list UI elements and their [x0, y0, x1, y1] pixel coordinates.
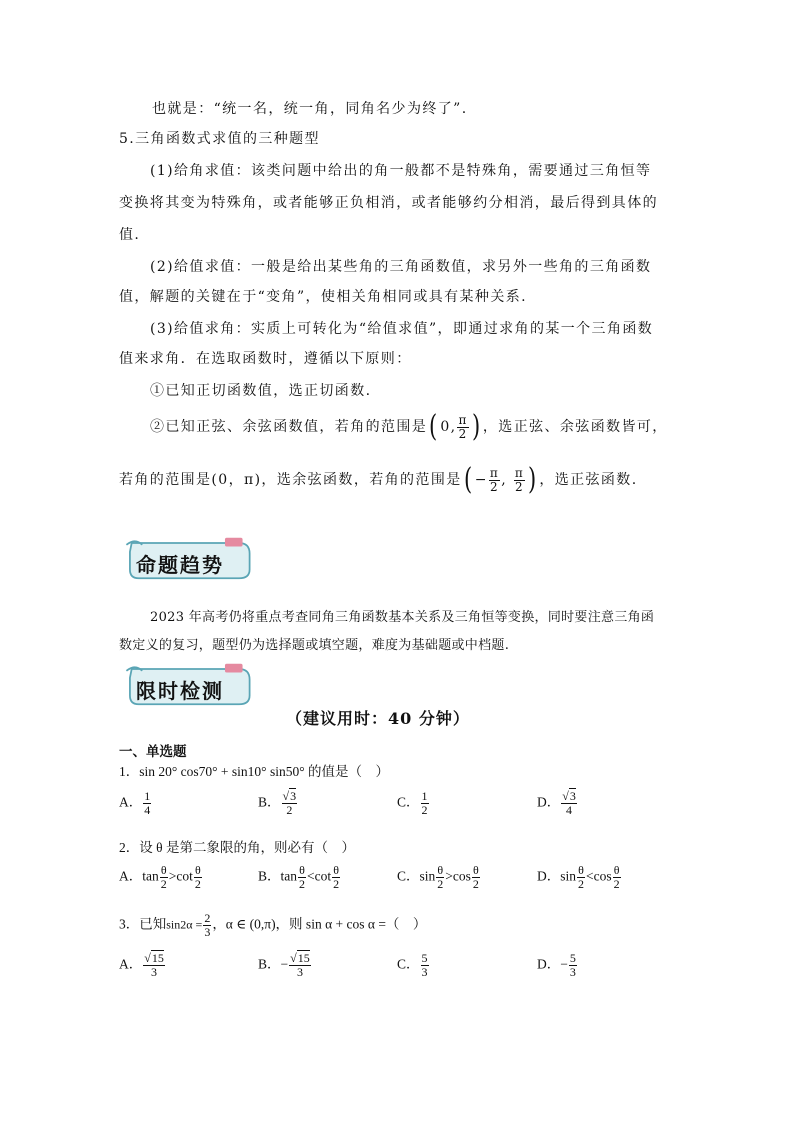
comma: , — [501, 472, 508, 488]
q2-option-a[interactable]: A．tan $\frac{\theta}{2}$ >cot $\frac{\theta}{2}$ — [119, 863, 201, 891]
para2-line-a: (2)给值求值：一般是给出某些角的三角函数值，求另外一些角的三角函数 — [150, 259, 652, 275]
para1-line-b: 变换将其变为特殊角，或者能够正负相消，或者能够约分相消，最后得到具体的 — [119, 195, 658, 211]
rule-1: ①已知正切函数值，选正切函数. — [150, 383, 372, 399]
q1-option-d[interactable]: D． $\frac{√3}{4}$ — [537, 789, 576, 817]
q1-stem: 1．sin 20° cos70° + sin10° sin50° 的值是（ ） — [119, 764, 389, 779]
rule-3-text-b: ，选正弦函数. — [539, 472, 638, 488]
q3-option-a[interactable]: A． $\frac{√15}{3}$ — [119, 951, 164, 979]
trend-line-1: 2023 年高考仍将重点考查同角三角函数基本关系及三角恒等变换，同时要注意三角函 — [150, 610, 655, 625]
para1-line-c: 值. — [119, 227, 141, 243]
banner-trend-title: 命题趋势 — [136, 553, 224, 577]
paren-close: ) — [471, 409, 481, 444]
q3-option-d[interactable]: D．− $\frac{5}{3}$ — [537, 951, 576, 979]
q2-option-c[interactable]: C．sin $\frac{\theta}{2}$ >cos $\frac{\theta}{2}$ — [397, 863, 479, 891]
rule-2-text-a: ②已知正弦、余弦函数值，若角的范围是 — [150, 419, 428, 435]
section-single-choice: 一、单选题 — [119, 744, 187, 759]
para2-line-b: 值，解题的关键在于“变角”，使相关角相同或具有某种关系. — [119, 289, 527, 305]
para1-line-a: (1)给角求值：该类问题中给出的角一般都不是特殊角，需要通过三角恒等 — [150, 163, 652, 179]
clip-icon-2 — [225, 664, 243, 673]
rule-3 — [119, 462, 638, 497]
banner-timed-test-title: 限时检测 — [136, 679, 224, 703]
q3-stem: 3．已知sin2α = $\frac{2}{3}$ ，α ∈ (0,π)，则 sin α + cos α =（ ） — [119, 911, 427, 939]
rule-2-text-b: ，选正弦、余弦函数皆可， — [482, 419, 668, 435]
interval-zero: 0, — [440, 419, 457, 435]
q2-option-b[interactable]: B．tan $\frac{\theta}{2}$ <cot $\frac{\theta}{2}$ — [258, 863, 340, 891]
q1-option-b[interactable]: B． $\frac{√3}{2}$ — [258, 789, 297, 817]
q2-stem: 2．设 θ 是第二象限的角，则必有（ ） — [119, 840, 355, 855]
q3-option-b[interactable]: B．− $\frac{√15}{3}$ — [258, 951, 310, 979]
minus-sign: − — [474, 472, 488, 488]
trend-line-2: 数定义的复习，题型仍为选择题或填空题，难度为基础题或中档题. — [119, 638, 510, 653]
q1-option-c[interactable]: C． $\frac{1}{2}$ — [397, 789, 428, 817]
para3-line-b: 值来求角．在选取函数时，遵循以下原则： — [119, 351, 412, 367]
rule-3-text-a: 若角的范围是(0，π)，选余弦函数，若角的范围是 — [119, 472, 462, 488]
pi-over-2-fraction: $\frac{\pi}{2}$ — [458, 412, 468, 441]
paren-close-2: ) — [528, 462, 538, 497]
banner-timed-test — [118, 662, 258, 710]
paren-open: ( — [429, 409, 439, 444]
q2-option-d[interactable]: D．sin $\frac{\theta}{2}$ <cos $\frac{\theta}{2}$ — [537, 863, 620, 891]
clip-icon — [225, 538, 243, 547]
q1-option-a[interactable]: A． $\frac{1}{4}$ — [119, 789, 151, 817]
paren-open-2: ( — [463, 462, 473, 497]
rule-2 — [150, 409, 668, 444]
pi-over-2-fraction-b: $\frac{\pi}{2}$ — [514, 465, 525, 494]
neg-pi-over-2-fraction: $\frac{\pi}{2}$ — [489, 465, 500, 494]
intro-line-1: 也就是：“统一名，统一角，同角名少为终了”. — [152, 101, 468, 117]
time-hint: （建议用时：40 分钟） — [286, 709, 470, 728]
heading-5: 5.三角函数式求值的三种题型 — [119, 131, 320, 147]
banner-trend — [118, 536, 258, 584]
para3-line-a: (3)给值求角：实质上可转化为“给值求值”，即通过求角的某一个三角函数 — [150, 321, 654, 337]
q3-option-c[interactable]: C． $\frac{5}{3}$ — [397, 951, 428, 979]
